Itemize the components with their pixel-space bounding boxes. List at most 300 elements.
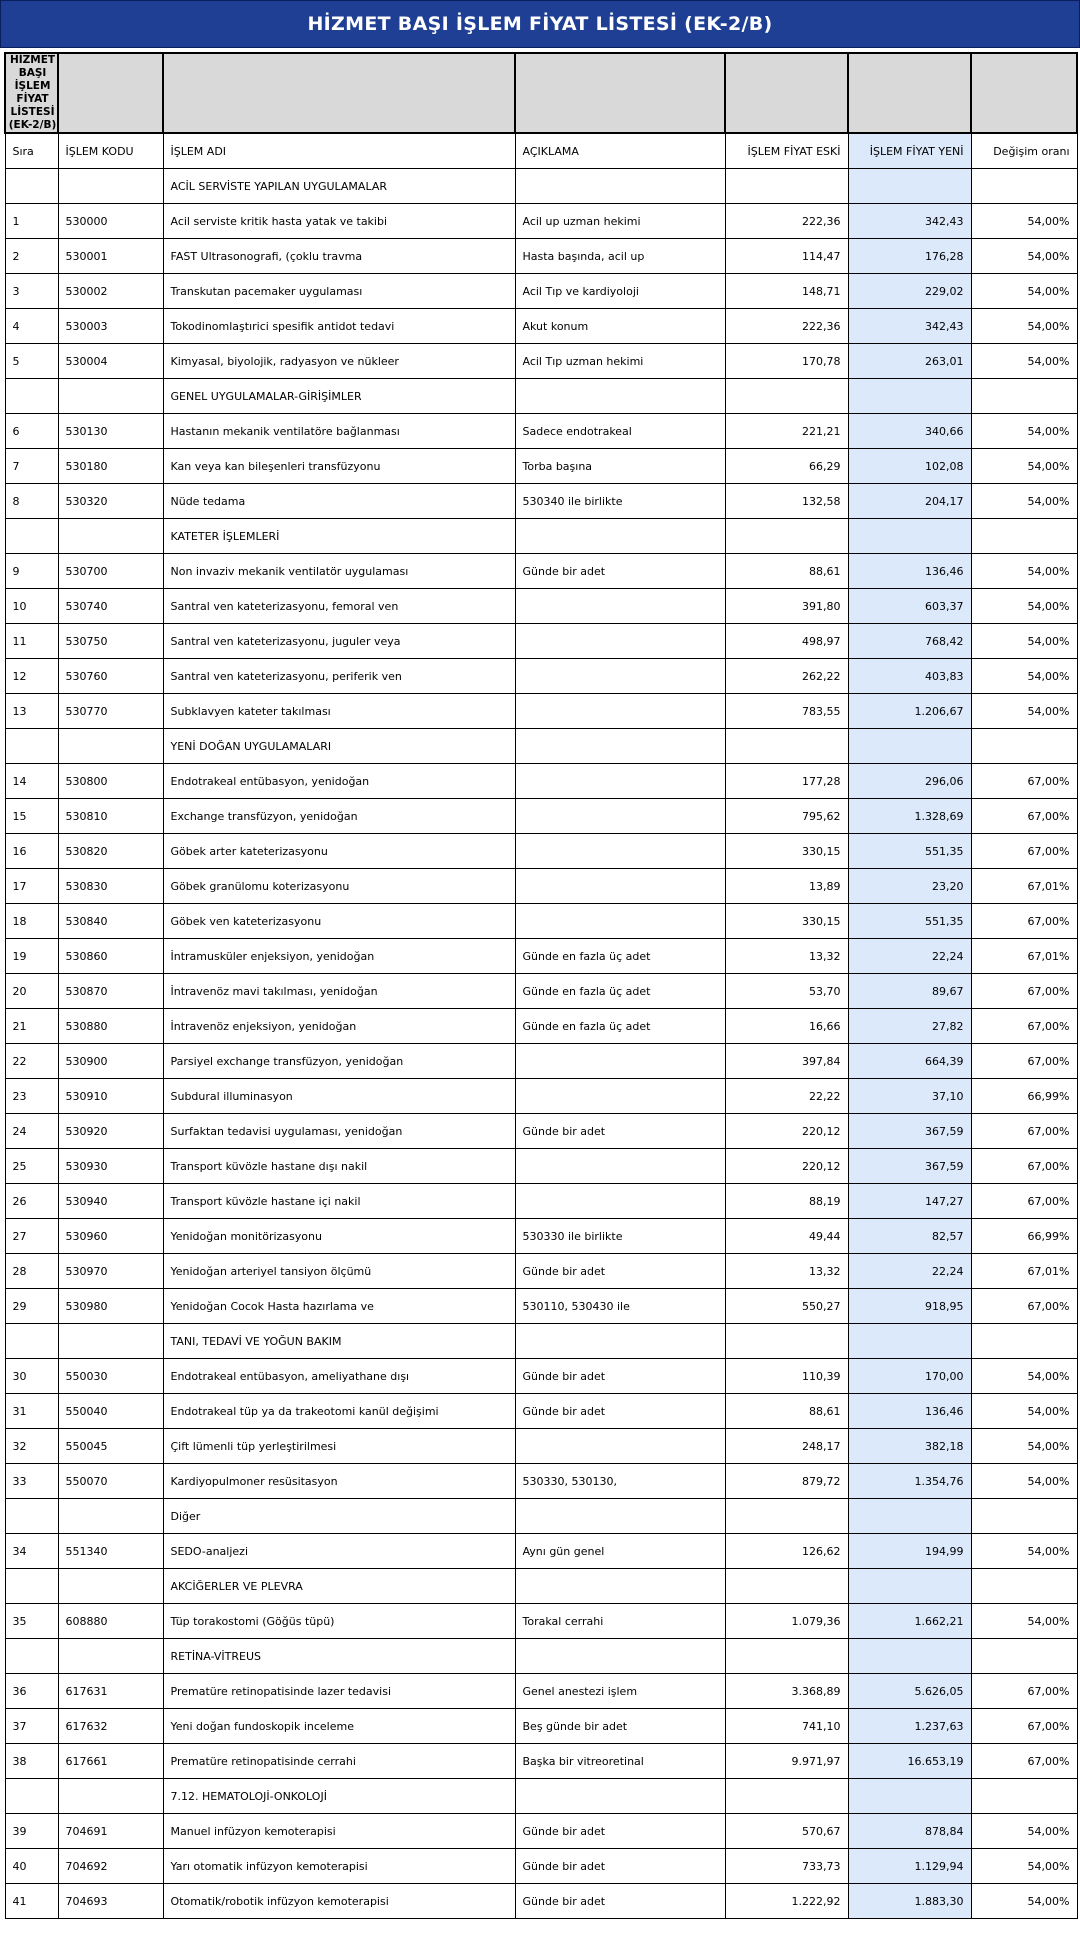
old-price: 397,84 [725,1044,848,1079]
cell-empty [515,169,725,204]
new-price: 22,24 [848,1254,971,1289]
procedure-name: Manuel infüzyon kemoterapisi [163,1814,515,1849]
section-title: AKCİĞERLER VE PLEVRA [163,1569,515,1604]
table-row [5,974,1077,1009]
procedure-description: Günde bir adet [515,1359,725,1394]
procedure-code: 530770 [58,694,163,729]
procedure-name: Endotrakeal entübasyon, ameliyathane dışı [163,1359,515,1394]
new-price: 82,57 [848,1219,971,1254]
procedure-code: 530970 [58,1254,163,1289]
new-price: 296,06 [848,764,971,799]
procedure-code: 551340 [58,1534,163,1569]
section-title: TANI, TEDAVİ VE YOĞUN BAKIM [163,1324,515,1359]
old-price: 88,61 [725,1394,848,1429]
procedure-name: Prematüre retinopatisinde cerrahi [163,1744,515,1779]
procedure-name: Endotrakeal entübasyon, yenidoğan [163,764,515,799]
new-price: 403,83 [848,659,971,694]
new-price: 176,28 [848,239,971,274]
procedure-code: 530003 [58,309,163,344]
procedure-name: Kardiyopulmoner resüsitasyon [163,1464,515,1499]
procedure-code: 530740 [58,589,163,624]
cell-empty [848,379,971,414]
procedure-code: 617631 [58,1674,163,1709]
section-row [5,1324,1077,1359]
change-rate: 66,99% [971,1079,1077,1114]
procedure-description: Acil Tıp uzman hekimi [515,344,725,379]
corner-title: HİZMET BAŞI İŞLEM FİYAT LİSTESİ (EK-2/B) [8,54,57,131]
procedure-description [515,694,725,729]
procedure-code: 530900 [58,1044,163,1079]
procedure-code: 617661 [58,1744,163,1779]
procedure-name: Tokodinomlaştırici spesifik antidot tedavi [163,309,515,344]
change-rate: 54,00% [971,274,1077,309]
change-rate: 67,00% [971,904,1077,939]
section-title: 7.12. HEMATOLOJİ-ONKOLOJİ [163,1779,515,1814]
change-rate: 67,00% [971,1289,1077,1324]
procedure-code: 530830 [58,869,163,904]
cell-empty [58,1639,163,1674]
procedure-code: 530000 [58,204,163,239]
old-price: 53,70 [725,974,848,1009]
procedure-name: Surfaktan tedavisi uygulaması, yenidoğan [163,1114,515,1149]
procedure-code: 530930 [58,1149,163,1184]
procedure-description: Torakal cerrahi [515,1604,725,1639]
section-row [5,379,1077,414]
table-row [5,274,1077,309]
row-number: 30 [5,1359,58,1394]
change-rate: 54,00% [971,1464,1077,1499]
column-header-row [5,133,1077,169]
procedure-name: Subklavyen kateter takılması [163,694,515,729]
procedure-description [515,624,725,659]
old-price: 16,66 [725,1009,848,1044]
procedure-name: Non invaziv mekanik ventilatör uygulaması [163,554,515,589]
row-number: 31 [5,1394,58,1429]
table-row [5,414,1077,449]
procedure-description: Günde bir adet [515,1114,725,1149]
row-number: 40 [5,1849,58,1884]
procedure-description: Günde en fazla üç adet [515,939,725,974]
old-price: 148,71 [725,274,848,309]
row-number: 6 [5,414,58,449]
row-number: 37 [5,1709,58,1744]
cell-empty [971,1569,1077,1604]
table-row [5,1884,1077,1919]
column-header-code: İŞLEM KODU [58,133,163,169]
row-number: 32 [5,1429,58,1464]
old-price: 795,62 [725,799,848,834]
procedure-description: Günde en fazla üç adet [515,974,725,1009]
header-blank-cell [725,53,848,133]
procedure-description: Başka bir vitreoretinal [515,1744,725,1779]
header-blank-cell [163,53,515,133]
procedure-description: Günde bir adet [515,554,725,589]
procedure-description: Günde bir adet [515,1884,725,1919]
table-row [5,204,1077,239]
cell-empty [58,1569,163,1604]
procedure-code: 530840 [58,904,163,939]
section-title: YENİ DOĞAN UYGULAMALARI [163,729,515,764]
table-row [5,834,1077,869]
old-price: 9.971,97 [725,1744,848,1779]
procedure-name: Santral ven kateterizasyonu, juguler veya [163,624,515,659]
new-price: 27,82 [848,1009,971,1044]
row-number: 22 [5,1044,58,1079]
change-rate: 54,00% [971,239,1077,274]
section-title: Diğer [163,1499,515,1534]
new-price: 768,42 [848,624,971,659]
change-rate: 67,00% [971,974,1077,1009]
old-price: 330,15 [725,904,848,939]
table-body [5,169,1077,1919]
row-number: 17 [5,869,58,904]
table-row [5,1849,1077,1884]
change-rate: 54,00% [971,204,1077,239]
table-row [5,1604,1077,1639]
new-price: 603,37 [848,589,971,624]
procedure-name: Parsiyel exchange transfüzyon, yenidoğan [163,1044,515,1079]
cell-empty [515,1324,725,1359]
old-price: 222,36 [725,204,848,239]
procedure-code: 530002 [58,274,163,309]
change-rate: 54,00% [971,1849,1077,1884]
old-price: 220,12 [725,1149,848,1184]
cell-empty [848,729,971,764]
header-blank-cell [848,53,971,133]
old-price: 391,80 [725,589,848,624]
table-row [5,1289,1077,1324]
table-row [5,1359,1077,1394]
row-number: 21 [5,1009,58,1044]
row-number: 15 [5,799,58,834]
cell-empty [725,169,848,204]
row-number: 10 [5,589,58,624]
change-rate: 67,01% [971,939,1077,974]
cell-empty [725,519,848,554]
row-number: 7 [5,449,58,484]
page-title: HİZMET BAŞI İŞLEM FİYAT LİSTESİ (EK-2/B) [0,0,1080,48]
old-price: 262,22 [725,659,848,694]
column-header-name: İŞLEM ADI [163,133,515,169]
cell-empty [5,1499,58,1534]
section-title: KATETER İŞLEMLERİ [163,519,515,554]
old-price: 22,22 [725,1079,848,1114]
old-price: 114,47 [725,239,848,274]
old-price: 879,72 [725,1464,848,1499]
cell-empty [971,1324,1077,1359]
change-rate: 54,00% [971,1534,1077,1569]
new-price: 5.626,05 [848,1674,971,1709]
cell-empty [58,519,163,554]
table-row [5,624,1077,659]
procedure-code: 530910 [58,1079,163,1114]
new-price: 263,01 [848,344,971,379]
cell-empty [725,1639,848,1674]
procedure-description [515,869,725,904]
new-price: 1.237,63 [848,1709,971,1744]
procedure-description [515,799,725,834]
procedure-description: Günde bir adet [515,1394,725,1429]
procedure-code: 530004 [58,344,163,379]
cell-empty [58,169,163,204]
table-row [5,589,1077,624]
column-header-description: AÇIKLAMA [515,133,725,169]
procedure-name: Yarı otomatik infüzyon kemoterapisi [163,1849,515,1884]
cell-empty [58,1324,163,1359]
table-row [5,694,1077,729]
row-number: 38 [5,1744,58,1779]
change-rate: 54,00% [971,1884,1077,1919]
cell-empty [725,1324,848,1359]
cell-empty [971,519,1077,554]
row-number: 2 [5,239,58,274]
change-rate: 67,00% [971,764,1077,799]
old-price: 170,78 [725,344,848,379]
old-price: 783,55 [725,694,848,729]
procedure-description [515,1429,725,1464]
procedure-description: Hasta başında, acil up [515,239,725,274]
row-number: 26 [5,1184,58,1219]
change-rate: 67,00% [971,799,1077,834]
price-table [4,52,1078,1919]
old-price: 126,62 [725,1534,848,1569]
table-row [5,1044,1077,1079]
procedure-code: 530180 [58,449,163,484]
table-row [5,1709,1077,1744]
procedure-code: 530760 [58,659,163,694]
procedure-code: 530880 [58,1009,163,1044]
procedure-code: 550030 [58,1359,163,1394]
cell-empty [515,1779,725,1814]
cell-empty [725,1779,848,1814]
row-number: 3 [5,274,58,309]
new-price: 16.653,19 [848,1744,971,1779]
table-row [5,449,1077,484]
change-rate: 54,00% [971,589,1077,624]
row-number: 11 [5,624,58,659]
procedure-name: İntramusküler enjeksiyon, yenidoğan [163,939,515,974]
change-rate: 54,00% [971,659,1077,694]
table-row [5,554,1077,589]
new-price: 367,59 [848,1149,971,1184]
cell-empty [58,379,163,414]
header-blank-cell [971,53,1077,133]
old-price: 330,15 [725,834,848,869]
cell-empty [5,169,58,204]
procedure-name: Kimyasal, biyolojik, radyasyon ve nükleer [163,344,515,379]
new-price: 136,46 [848,1394,971,1429]
procedure-code: 704692 [58,1849,163,1884]
cell-empty [515,379,725,414]
section-title: RETİNA-VİTREUS [163,1639,515,1674]
old-price: 221,21 [725,414,848,449]
table-row [5,1184,1077,1219]
old-price: 13,32 [725,939,848,974]
cell-empty [971,169,1077,204]
procedure-code: 550045 [58,1429,163,1464]
procedure-name: SEDO-analjezi [163,1534,515,1569]
cell-empty [5,1779,58,1814]
row-number: 36 [5,1674,58,1709]
column-header-sira: Sıra [5,133,58,169]
procedure-name: Çift lümenli tüp yerleştirilmesi [163,1429,515,1464]
cell-empty [971,1639,1077,1674]
cell-empty [971,729,1077,764]
row-number: 4 [5,309,58,344]
procedure-description [515,764,725,799]
procedure-description: 530110, 530430 ile [515,1289,725,1324]
table-row [5,344,1077,379]
new-price: 1.129,94 [848,1849,971,1884]
change-rate: 67,00% [971,1744,1077,1779]
row-number: 29 [5,1289,58,1324]
section-row [5,1499,1077,1534]
new-price: 37,10 [848,1079,971,1114]
procedure-code: 530820 [58,834,163,869]
change-rate: 54,00% [971,309,1077,344]
procedure-description: Günde bir adet [515,1814,725,1849]
cell-empty [58,729,163,764]
procedure-name: Göbek ven kateterizasyonu [163,904,515,939]
change-rate: 54,00% [971,484,1077,519]
cell-empty [515,1569,725,1604]
row-number: 24 [5,1114,58,1149]
row-number: 13 [5,694,58,729]
change-rate: 54,00% [971,694,1077,729]
old-price: 1.079,36 [725,1604,848,1639]
row-number: 27 [5,1219,58,1254]
section-row [5,1569,1077,1604]
new-price: 340,66 [848,414,971,449]
procedure-description [515,1149,725,1184]
procedure-code: 530960 [58,1219,163,1254]
old-price: 498,97 [725,624,848,659]
change-rate: 67,01% [971,869,1077,904]
table-row [5,1149,1077,1184]
procedure-code: 550040 [58,1394,163,1429]
old-price: 3.368,89 [725,1674,848,1709]
table-row [5,799,1077,834]
section-row [5,729,1077,764]
old-price: 733,73 [725,1849,848,1884]
table-row [5,1219,1077,1254]
cell-empty [848,1324,971,1359]
table-row [5,904,1077,939]
table-row [5,1429,1077,1464]
new-price: 229,02 [848,274,971,309]
old-price: 550,27 [725,1289,848,1324]
old-price: 220,12 [725,1114,848,1149]
procedure-description [515,904,725,939]
change-rate: 67,00% [971,1044,1077,1079]
row-number: 28 [5,1254,58,1289]
old-price: 570,67 [725,1814,848,1849]
change-rate: 67,00% [971,1009,1077,1044]
procedure-name: Tüp torakostomi (Göğüs tüpü) [163,1604,515,1639]
old-price: 88,61 [725,554,848,589]
table-row [5,1534,1077,1569]
change-rate: 67,00% [971,1114,1077,1149]
procedure-name: Yenidoğan Cocok Hasta hazırlama ve [163,1289,515,1324]
procedure-code: 530940 [58,1184,163,1219]
new-price: 89,67 [848,974,971,1009]
procedure-code: 704693 [58,1884,163,1919]
procedure-name: Otomatik/robotik infüzyon kemoterapisi [163,1884,515,1919]
new-price: 342,43 [848,204,971,239]
new-price: 170,00 [848,1359,971,1394]
procedure-code: 704691 [58,1814,163,1849]
procedure-description: Torba başına [515,449,725,484]
cell-empty [5,1324,58,1359]
new-price: 878,84 [848,1814,971,1849]
procedure-code: 550070 [58,1464,163,1499]
procedure-code: 608880 [58,1604,163,1639]
cell-empty [848,1499,971,1534]
procedure-code: 530980 [58,1289,163,1324]
new-price: 1.662,21 [848,1604,971,1639]
section-title: ACİL SERVİSTE YAPILAN UYGULAMALAR [163,169,515,204]
cell-empty [848,169,971,204]
table-row [5,1814,1077,1849]
table-row [5,1079,1077,1114]
row-number: 5 [5,344,58,379]
procedure-name: Yenidoğan monitörizasyonu [163,1219,515,1254]
row-number: 1 [5,204,58,239]
procedure-description: 530340 ile birlikte [515,484,725,519]
procedure-name: Yenidoğan arteriyel tansiyon ölçümü [163,1254,515,1289]
old-price: 66,29 [725,449,848,484]
change-rate: 67,00% [971,1709,1077,1744]
cell-empty [848,519,971,554]
old-price: 177,28 [725,764,848,799]
row-number: 35 [5,1604,58,1639]
procedure-description: Sadece endotrakeal [515,414,725,449]
header-blank-cell [58,53,163,133]
procedure-code: 530810 [58,799,163,834]
new-price: 23,20 [848,869,971,904]
procedure-name: Kan veya kan bileşenleri transfüzyonu [163,449,515,484]
change-rate: 54,00% [971,1814,1077,1849]
change-rate: 54,00% [971,1604,1077,1639]
new-price: 22,24 [848,939,971,974]
procedure-code: 530870 [58,974,163,1009]
cell-empty [725,729,848,764]
row-number: 20 [5,974,58,1009]
cell-empty [848,1639,971,1674]
cell-empty [848,1779,971,1814]
old-price: 13,89 [725,869,848,904]
new-price: 147,27 [848,1184,971,1219]
new-price: 194,99 [848,1534,971,1569]
new-price: 1.206,67 [848,694,971,729]
procedure-code: 617632 [58,1709,163,1744]
table-row [5,239,1077,274]
procedure-description: 530330 ile birlikte [515,1219,725,1254]
change-rate: 54,00% [971,624,1077,659]
old-price: 741,10 [725,1709,848,1744]
table-row [5,1009,1077,1044]
cell-empty [725,1569,848,1604]
new-price: 342,43 [848,309,971,344]
procedure-code: 530920 [58,1114,163,1149]
row-number: 25 [5,1149,58,1184]
cell-empty [515,519,725,554]
row-number: 8 [5,484,58,519]
new-price: 382,18 [848,1429,971,1464]
new-price: 551,35 [848,904,971,939]
cell-empty [58,1499,163,1534]
new-price: 136,46 [848,554,971,589]
